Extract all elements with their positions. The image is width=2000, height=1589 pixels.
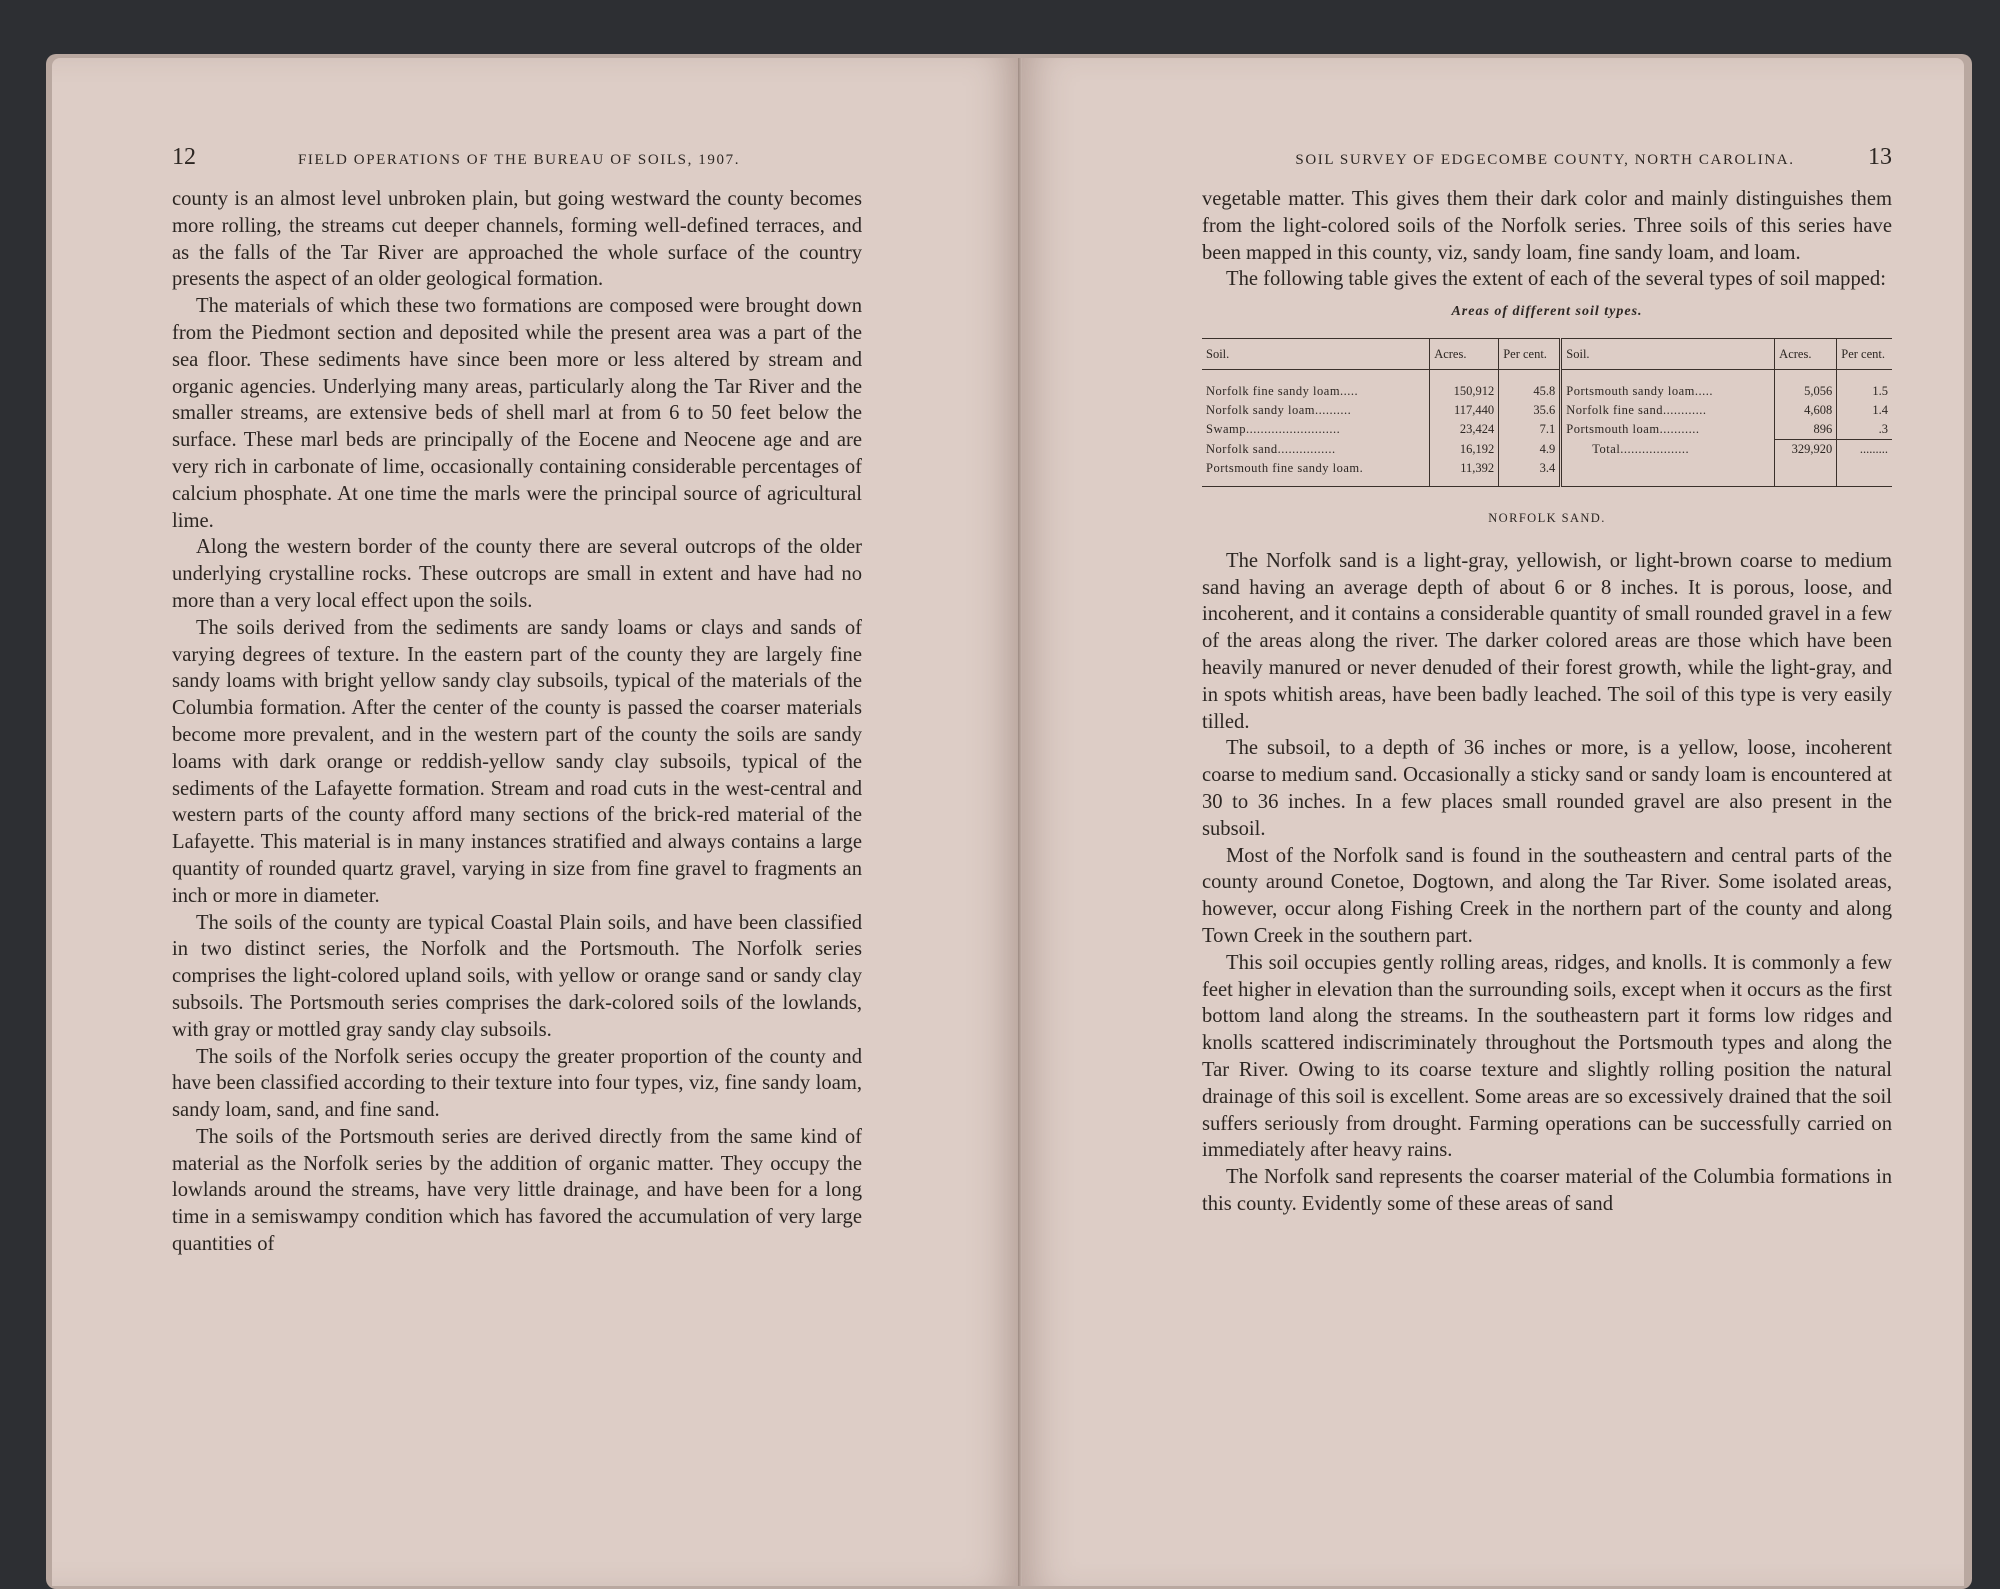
paragraph: The Norfolk sand represents the coarser material of the Columbia formations in this county. Evidently some of these areas of sand <box>1202 1166 1892 1215</box>
soil-name: Portsmouth fine sandy loam. <box>1206 460 1364 475</box>
soil-name: Norfolk sandy loam.......... <box>1206 402 1352 417</box>
right-page-header <box>1202 144 1892 171</box>
acres-value: 4,608 <box>1775 401 1837 420</box>
percent-value: 45.8 <box>1499 369 1561 401</box>
right-page-body <box>1202 186 1892 1218</box>
acres-value: 896 <box>1775 420 1837 440</box>
paragraph: county is an almost level unbroken plain, but going westward the county becomes more rolling, the streams cut deeper channels, forming well-defined terraces, and as the falls of the Tar River are approached the whole surface of the country presents the aspect of an older geological formation. <box>172 188 862 291</box>
soil-name: Norfolk fine sand............ <box>1561 401 1775 420</box>
table-title: Areas of different soil types. <box>1451 304 1643 320</box>
paragraph: Along the western border of the county there are several outcrops of the older underlying crystalline rocks. These outcrops are small in extent and have had no more than a very local effect upon the soils. <box>172 536 862 612</box>
percent-value: .3 <box>1837 420 1892 440</box>
acres-value: 11,392 <box>1430 459 1499 487</box>
paragraph: The subsoil, to a depth of 36 inches or more, is a yellow, loose, incoherent coarse to medium sand. Occasionally a sticky sand or sandy loam is encountered at 30 to 36 inches. In a few places small rounded gravel are also present in the subsoil. <box>1202 737 1892 840</box>
paragraph: The following table gives the extent of each of the several types of soil mapped: <box>1226 268 1886 291</box>
acres-value: 117,440 <box>1430 401 1499 420</box>
paragraph: The soils of the county are typical Coastal Plain soils, and have been classified in two distinct series, the Norfolk and the Portsmouth. The Norfolk series comprises the light-colored upland soils, with yellow or orange sand or sandy clay subsoils. The Portsmouth series comprises the dark-colored soils of the lowlands, with gray or mottled gray sandy clay subsoils. <box>172 911 862 1041</box>
running-head: FIELD OPERATIONS OF THE BUREAU OF SOILS, 1907. <box>297 152 741 168</box>
total-label: Total................... <box>1561 439 1775 459</box>
paragraph: This soil occupies gently rolling areas, ridges, and knolls. It is commonly a few feet higher in elevation than the surrounding soils, except when it occurs as the first bottom land along the streams. In the southeastern part it forms low ridges and knolls scattered indiscriminately throughout the Portsmouth types and along the Tar River. Owing to its coarse texture and slightly rolling position the natural drainage of this soil is excellent. Some areas are so excessively drained that the soil suffers seriously from drought. Farming operations can be successfully carried on immediately after heavy rains. <box>1202 951 1892 1162</box>
soil-name: Portsmouth loam........... <box>1561 420 1775 440</box>
left-page-header <box>172 144 862 171</box>
paragraph: The soils of the Norfolk series occupy the greater proportion of the county and have been classified according to their texture into four types, viz, fine sandy loam, sandy loam, sand, and fine sand. <box>172 1045 862 1122</box>
table-row <box>1202 459 1892 487</box>
table-row <box>1202 439 1892 459</box>
soil-name: Portsmouth sandy loam..... <box>1561 369 1775 401</box>
column-header-soil: Soil. <box>1202 338 1430 369</box>
column-header-acres: Acres. <box>1430 338 1499 369</box>
percent-value: 1.4 <box>1837 401 1892 420</box>
left-page-body <box>172 186 862 1258</box>
table-row <box>1202 420 1892 440</box>
table-row <box>1202 401 1892 420</box>
total-percent: ......... <box>1837 439 1892 459</box>
column-header-acres: Acres. <box>1775 338 1837 369</box>
left-page <box>52 58 1020 1586</box>
soil-name: Swamp.......................... <box>1206 422 1341 437</box>
paragraph: The soils of the Portsmouth series are derived directly from the same kind of material as the Norfolk series by the addition of organic matter. They occupy the lowlands around the streams, have very little drainage, and have been for a long time in a semiswampy condition which has favored the accumulation of very large quantities of <box>172 1125 862 1256</box>
acres-value: 150,912 <box>1430 369 1499 401</box>
page-number: 12 <box>172 144 196 170</box>
paragraph: The Norfolk sand is a light-gray, yellowish, or light-brown coarse to medium sand having an average depth of about 6 or 8 inches. It is porous, loose, and incoherent, and it contains a considerable quantity of small rounded gravel in a few of the areas along the river. The darker colored areas are those which have been heavily manured or never denuded of their forest growth, while the light-gray, and in spots whitish areas, have been badly leached. The soil of this type is very easily tilled. <box>1202 549 1892 733</box>
total-acres: 329,920 <box>1775 439 1837 459</box>
acres-value: 16,192 <box>1430 439 1499 459</box>
percent-value: 3.4 <box>1499 459 1561 487</box>
running-head: SOIL SURVEY OF EDGECOMBE COUNTY, NORTH CAROLINA. <box>1295 152 1795 168</box>
paragraph: Most of the Norfolk sand is found in the southeastern and central parts of the county around Conetoe, Dogtown, and along the Tar River. Some isolated areas, however, occur along Fishing Creek in the northern part of the county and along Town Creek in the southern part. <box>1202 844 1892 947</box>
soil-name: Norfolk sand................ <box>1206 441 1336 456</box>
percent-value: 35.6 <box>1499 401 1561 420</box>
column-header-percent: Per cent. <box>1499 338 1561 369</box>
acres-value: 23,424 <box>1430 420 1499 440</box>
acres-value: 5,056 <box>1775 369 1837 401</box>
table-row <box>1202 369 1892 401</box>
paragraph: The materials of which these two formations are composed were brought down from the Piedmont section and deposited while the present area was a part of the sea floor. These sediments have since been more or less altered by stream and organic agencies. Underlying many areas, particularly along the Tar River and the smaller streams, are extensive beds of shell marl at from 6 to 50 feet below the surface. These marl beds are principally of the Eocene and Neocene age and are very rich in carbonate of lime, occasionally containing considerable percentages of calcium phosphate. At one time the marls were the principal source of agricultural lime. <box>172 295 862 532</box>
column-header-percent: Per cent. <box>1837 338 1892 369</box>
paragraph: vegetable matter. This gives them their dark color and mainly distinguishes them from the light-colored soils of the Norfolk series. Three soils of this series have been mapped in this county, viz, sandy loam, fine sandy loam, and loam. <box>1202 188 1892 264</box>
soil-areas-table <box>1202 338 1892 487</box>
column-header-soil: Soil. <box>1561 338 1775 369</box>
section-heading: NORFOLK SAND. <box>1488 510 1606 525</box>
paragraph: The soils derived from the sediments are sandy loams or clays and sands of varying degrees of texture. In the eastern part of the county they are largely fine sandy loams with bright yellow sandy clay subsoils, typical of the materials of the Columbia formation. After the center of the county is passed the coarser materials become more prevalent, and in the western part of the county the soils are sandy loams with dark orange or reddish-yellow sandy clay subsoils, typical of the sediments of the Lafayette formation. Stream and road cuts in the west-central and western parts of the county afford many sections of the brick-red material of the Lafayette. This material is in many instances stratified and always contains a large quantity of rounded quartz gravel, varying in size from fine gravel to fragments an inch or more in diameter. <box>172 616 862 907</box>
page-number: 13 <box>1867 144 1892 170</box>
percent-value: 1.5 <box>1837 369 1892 401</box>
right-page <box>1022 58 1964 1586</box>
percent-value: 7.1 <box>1499 420 1561 440</box>
soil-name: Norfolk fine sandy loam..... <box>1206 383 1359 398</box>
percent-value: 4.9 <box>1499 439 1561 459</box>
